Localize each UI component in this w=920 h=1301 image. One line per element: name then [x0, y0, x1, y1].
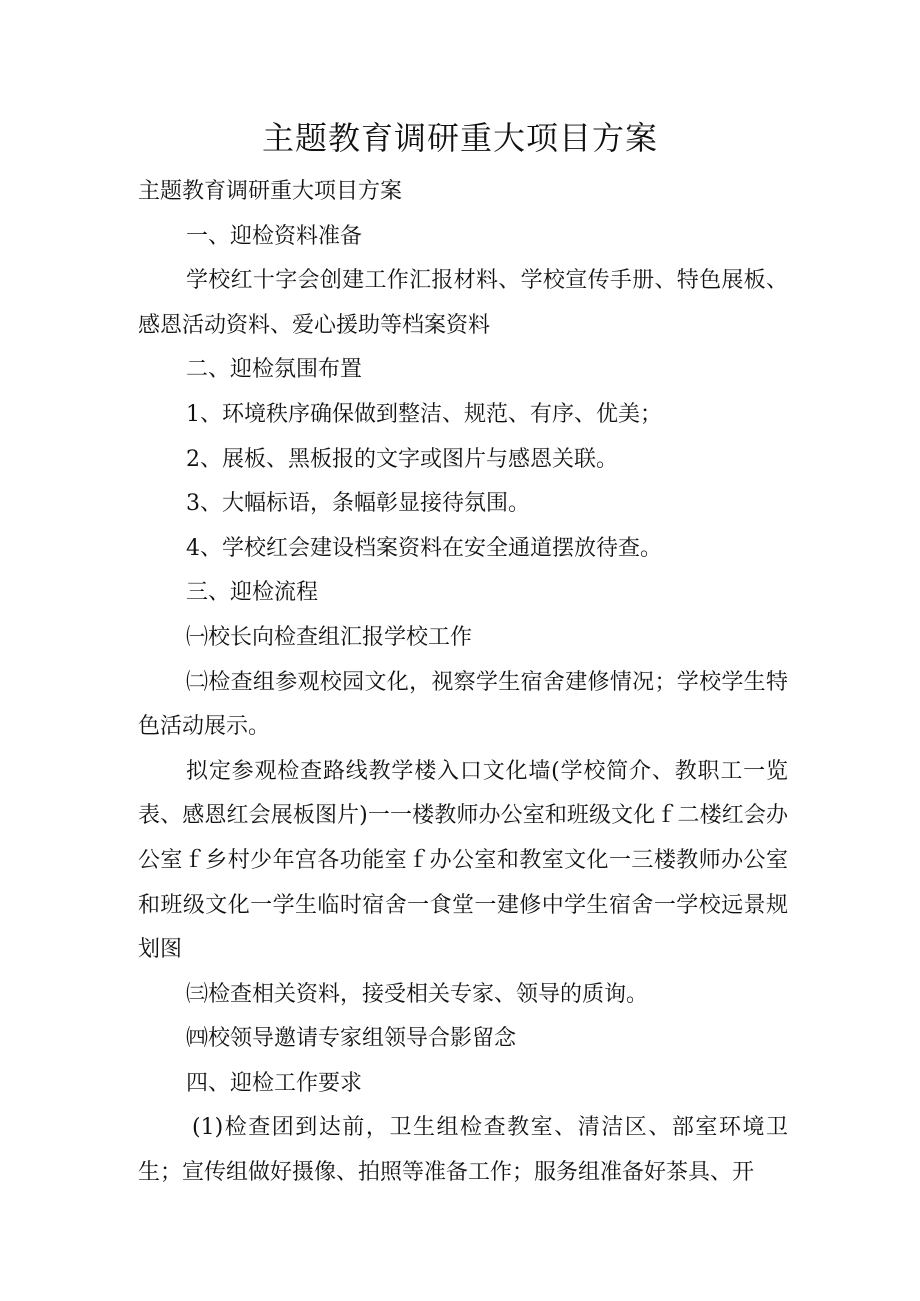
subtitle-paragraph: 主题教育调研重大项目方案 [138, 179, 403, 204]
process-step-1: ㈠校长向检查组汇报学校工作 [186, 624, 473, 650]
section-heading-4: 四、迎检工作要求 [186, 1070, 363, 1096]
process-step-3: ㈢检查相关资料，接受相关专家、领导的质询。 [186, 981, 649, 1007]
list-item-1: 1、环境秩序确保做到整洁、规范、有序、优美； [186, 401, 662, 427]
process-step-2: ㈡检查组参观校园文化，视察学生宿舍建修情况；学校学生特色活动展示。 [138, 669, 788, 740]
list-item-3: 3、大幅标语，条幅彰显接待氛围。 [186, 491, 530, 517]
section-heading-3: 三、迎检流程 [186, 580, 319, 606]
section-heading-2: 二、迎检氛围布置 [186, 357, 363, 383]
paragraph-materials: 学校红十字会创建工作汇报材料、学校宣传手册、特色展板、感恩活动资料、爱心援助等档案资料 [138, 268, 788, 338]
process-step-4: ㈣校领导邀请专家组领导合影留念 [186, 1026, 517, 1052]
list-item-2: 2、展板、黑板报的文字或图片与感恩关联。 [186, 446, 618, 472]
route-paragraph: 拟定参观检查路线教学楼入口文化墙(学校简介、教职工一览表、感恩红会展板图片)一一楼教师办公室和班级文化ｆ二楼红会办公室ｆ乡村少年宫各功能室ｆ办公室和教室文化一三楼教师办公室和班级文化一学生临时宿舍一食堂一建修中学生宿舍一学校远景规划图 [138, 758, 788, 963]
section-heading-1: 一、迎检资料准备 [186, 223, 363, 249]
list-item-4: 4、学校红会建设档案资料在安全通道摆放待查。 [186, 535, 662, 561]
document-body [138, 170, 788, 1196]
requirement-paragraph-1: (1)检查团到达前，卫生组检查教室、清洁区、部室环境卫生；宣传组做好摄像、拍照等准备工作；服务组准备好茶具、开 [138, 1115, 788, 1186]
document-title: 主题教育调研重大项目方案 [261, 119, 658, 157]
